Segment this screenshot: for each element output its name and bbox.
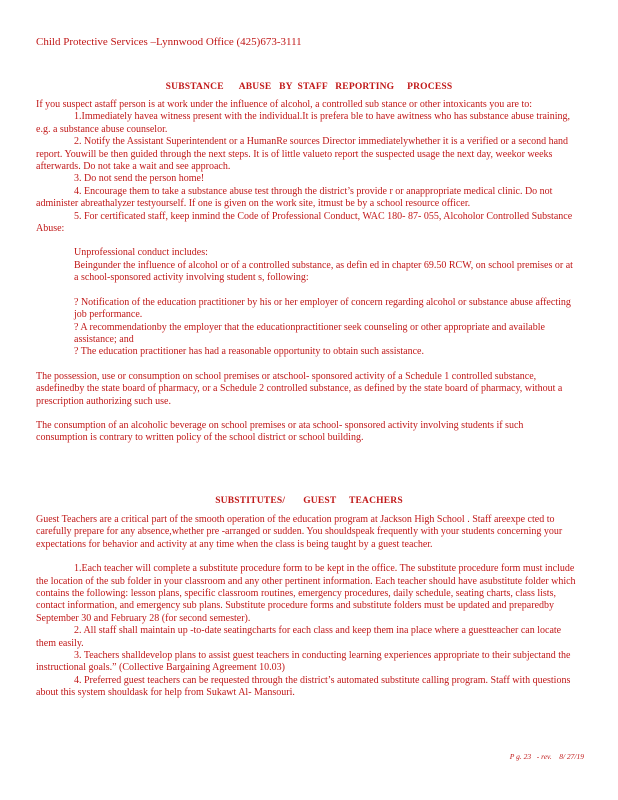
substance-abuse-section <box>36 99 576 445</box>
bullet-notification: ? Notification of the education practitioner by his or her employer of concern regarding alcohol or substance abuse affecting job performance. <box>74 296 571 321</box>
conduct-text: Beingunder the influence of alcohol or of a controlled substance, as defin ed in chapter 69.50 RCW, on school premises or at a school-sponsored activity involving student s, following: <box>74 259 573 284</box>
step-4: 4. Encourage them to take a substance abuse test through the district’s provide r or anappropriate medical clinic. Do not administer abreathalyzer testyourself. If one is given on the work site, itmust be by a school resource officer. <box>36 185 553 210</box>
item-1: 1.Each teacher will complete a substitute procedure form to be kept in the office. The substitute procedure form must include the location of the sub folder in your classroom and any other pertinent information. Each teacher should have asubstitute folder which contains the following: lesson plans, specific classroom routines, emergency procedures, daily schedule, seating charts, class lists, contact information, and emergency sub plans. Substitute procedure forms and substitute folders must be updated and preparedby September 30 and February 28 (for second semester). <box>36 563 576 624</box>
item-3: 3. Teachers shalldevelop plans to assist guest teachers in conducting learning experiences appropriate to their subjectand the instructional goals.” (Collective Bargaining Agreement 10.03) <box>36 650 571 674</box>
page-footer: P g. 23 - rev. 8/ 27/19 <box>509 752 584 761</box>
conduct-heading: Unprofessional conduct includes: <box>74 247 208 259</box>
step-1: 1.Immediately havea witness present with the individual.It is prefera ble to have awitness who has substance abuse training, e.g. a substance abuse counselor. <box>36 111 570 135</box>
possession-paragraph: The possession, use or consumption on school premises or atschool- sponsored activity of a Schedule 1 controlled substance, asdefinedby the state board of pharmacy, or a Schedule 2 controlled substance, as defined by the state board of pharmacy, without a prescription authorizing such use. <box>36 370 563 407</box>
step-5: 5. For certificated staff, keep inmind the Code of Professional Conduct, WAC 180- 87- 055, Alcoholor Controlled Substance Abuse: <box>36 210 573 235</box>
bullet-recommendation: ? A recommendationby the employer that the educationpractitioner seek counseling or other appropriate and available assistance; and <box>74 321 545 345</box>
item-2: 2. All staff shall maintain up -to-date seatingcharts for each class and keep them ina place where a guestteacher can locate them easily. <box>36 625 562 649</box>
step-2: 2. Notify the Assistant Superintendent or a HumanRe sources Director immediatelywhether it is a verified or a second hand report. Youwill be then guided through the next steps. It is of little valueto report the suspected usage the next day, weekor weeks afterwards. Do not take a wait and see approach. <box>36 136 569 173</box>
step-3: 3. Do not send the person home! <box>74 173 205 185</box>
guest-teachers-intro: Guest Teachers are a critical part of the smooth operation of the education program at Jackson High School . Staff areexpe cted to carefully prepare for any absence,whether pre -arranged or sudden. You shouldspeak frequently with your students concerning your expectations for behavior and activity at any time when the class is being taught by a guest teacher. <box>36 514 563 550</box>
intro-paragraph: If you suspect astaff person is at work under the influence of alcohol, a controlled sub stance or other intoxicants you are to: <box>36 99 533 110</box>
section-title-substitutes: SUBSTITUTES/ GUEST TEACHERS <box>215 496 403 506</box>
consumption-paragraph: The consumption of an alcoholic beverage on school premises or ata school- sponsored activity involving students if such consumption is contrary to written policy of the school district or school building. <box>36 419 524 444</box>
bullet-opportunity: ? The education practitioner has had a reasonable opportunity to obtain such assistance. <box>74 346 424 358</box>
item-4: 4. Preferred guest teachers can be requested through the district’s automated substitute calling program. Staff with questions about this system shouldask for help from Sukawt Al- Mansouri. <box>36 674 571 699</box>
header-contact: Child Protective Services –Lynnwood Office (425)673-3111 <box>36 36 302 48</box>
section-title-substance-abuse: SUBSTANCE ABUSE BY STAFF REPORTING PROCESS <box>165 82 453 92</box>
substitutes-section <box>36 514 576 700</box>
